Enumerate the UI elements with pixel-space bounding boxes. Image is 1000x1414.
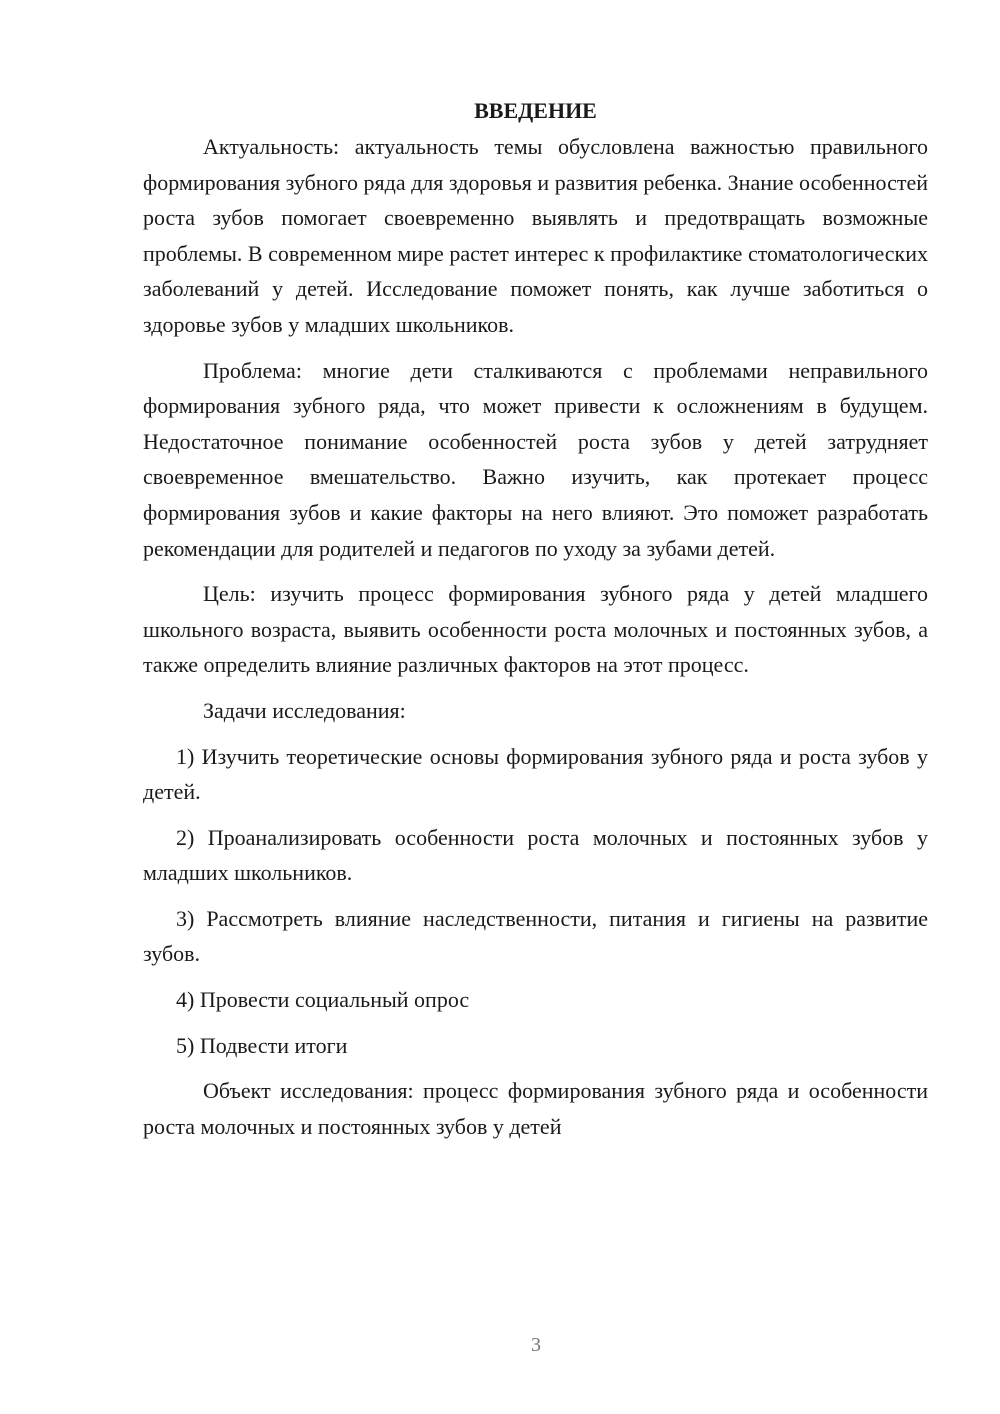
problem-paragraph: Проблема: многие дети сталкиваются с проблемами неправильного формирования зубного ряда, что может привести к осложнениям в будущем. Недостаточное понимание особенностей роста зубов у детей затрудняет своевременное вмешательство. Важно изучить, как протекает процесс формирования зубов и какие факторы на него влияют. Это поможет разработать рекомендации для родителей и педагогов по уходу за зубами детей. (143, 357, 928, 561)
relevance-paragraph: Актуальность: актуальность темы обусловлена важностью правильного формирования зубного ряда для здоровья и развития ребенка. Знание особенностей роста зубов помогает своевременно выявлять и предотвращать возможные проблемы. В современном мире растет интерес к профилактике стоматологических заболеваний у детей. Исследование поможет понять, как лучше заботиться о здоровье зубов у младших школьников. (143, 134, 929, 337)
goal-paragraph: Цель: изучить процесс формирования зубного ряда у детей младшего школьного возраста, выявить особенности роста молочных и постоянных зубов, а также определить влияние различных факторов на этот процесс. (143, 581, 928, 678)
document-page (143, 95, 928, 1154)
tasks-heading: Задачи исследования: (203, 697, 406, 723)
task-item-5: 5) Подвести итоги (176, 1032, 348, 1058)
object-paragraph: Объект исследования: процесс формирования зубного ряда и особенности роста молочных и постоянных зубов у детей (143, 1078, 928, 1139)
task-item-2: 2) Проанализировать особенности роста молочных и постоянных зубов у младших школьников. (143, 824, 928, 886)
task-item-4: 4) Провести социальный опрос (176, 987, 470, 1013)
task-item-1: 1) Изучить теоретические основы формирования зубного ряда и роста зубов у детей. (143, 743, 928, 805)
page-title: ВВЕДЕНИЕ (474, 98, 597, 123)
task-item-3: 3) Рассмотреть влияние наследственности, питания и гигиены на развитие зубов. (143, 905, 928, 967)
page-number: 3 (531, 1334, 541, 1356)
